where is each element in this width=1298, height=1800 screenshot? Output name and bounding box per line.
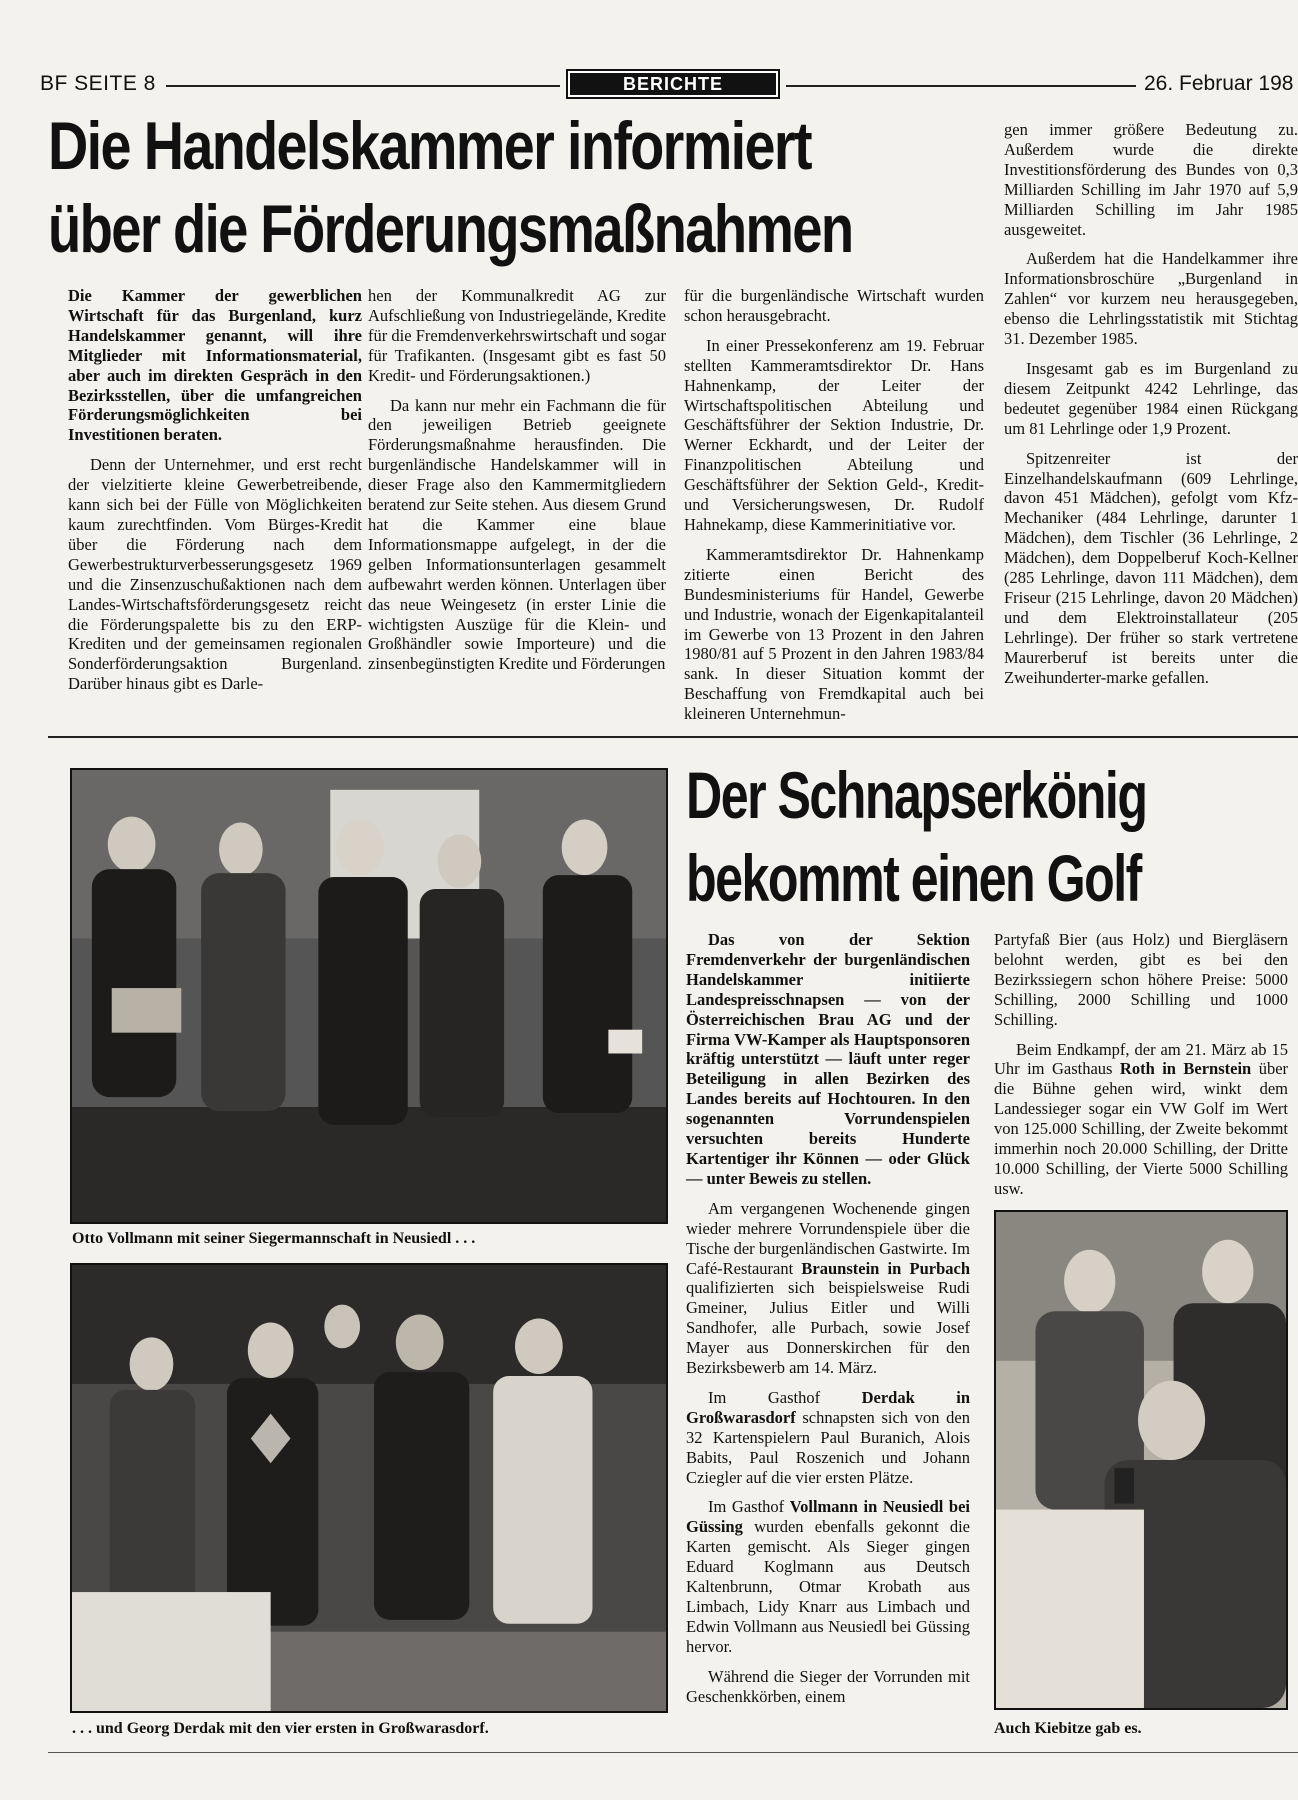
photo-winners-grosswarasdorf: [70, 1263, 668, 1713]
article1-paragraph: für die burgenländische Wirtschaft wurden schon herausgebracht.: [684, 286, 984, 325]
article2-headline-line1: Der Schnapserkönig: [686, 758, 1147, 832]
article1-column-4: [1004, 120, 1298, 697]
section-label-box: [566, 69, 780, 99]
article2-headline-line2: bekommt einen Golf: [686, 841, 1141, 915]
article1-lead: Die Kammer der gewerblichen Wirtschaft für das Burgenland, kurz Handelskammer genannt, will ihre Mitglieder mit Informationsmaterial, aber auch im direkten Gespräch in den Bezirksstellen, über die umfangreichen Förderungsmöglichkeiten bei Investitionen beraten.: [68, 286, 362, 445]
header-rule-left: [166, 85, 560, 87]
article2-paragraph-text: wurden ebenfalls gekonnt die Karten gemischt. Als Sieger gingen Eduard Koglmann aus Deutsch Kaltenbrunn, Otmar Krobath aus Limbach, Lidy Knarr aus Limbach und Edwin Vollmann aus Neusiedl bei Güssing hervor.: [686, 1517, 971, 1656]
article1-paragraph: Kammeramtsdirektor Dr. Hahnenkamp zitierte einen Bericht des Bundesministeriums für Handel, Gewerbe und Industrie, wonach der Eigenkapitalanteil im Gewerbe von 13 Prozent in den Jahren 1980/81 auf 5 Prozent in den Jahren 1983/84 sank. In dieser Situation kommt der Beschaffung von Fremdkapital auch bei kleineren Unternehmun-: [684, 544, 984, 724]
article1-paragraph: Denn der Unternehmer, und erst recht der vielzitierte kleine Gewerbetreibende, kann sich bei der Fülle von Möglichkeiten kaum zurechtfinden. Vom Bürges-Kredit über die Förderung nach dem Gewerbestrukturverbesserungsgesetz 1969 und die Zinsenzuschußaktionen nach dem Landes-Wirtschaftsförderungsgesetz reicht die Förderungspalette bis zu den ERP-Krediten und der gemeinsamen regionalen Sonderförderungsaktion Burgenland. Darüber hinaus gibt es Darle-: [68, 455, 362, 694]
article2-lead: Das von der Sektion Fremdenverkehr der burgenländischen Handelskammer initiierte Landespreisschnapsen — von der Österreichischen Brau AG und der Firma VW-Kamper als Hauptsponsoren kräftig unterstützt — läuft unter reger Beteiligung in allen Bezirken des Landes bereits auf Hochtouren. In den sogenannten Vorrundenspielen versuchten bereits Hunderte Kartentiger ihr Können — oder Glück — unter Beweis zu stellen.: [686, 930, 970, 1188]
article1-paragraph: In einer Pressekonferenz am 19. Februar stellten Kammeramtsdirektor Dr. Hans Hahnenkamp, der Leiter der Wirtschaftspolitischen Abteilung und Geschäftsführer der Sektion Industrie, Dr. Werner Eckhardt, und der Leiter der Finanzpolitischen Abteilung und Geschäftsführer der Sektion Geld-, Kredit- und Versicherungswesen, Dr. Rudolf Hahnekamp, diese Kammerinitiative vor.: [684, 335, 984, 534]
section-label: BERICHTE: [570, 73, 776, 95]
photo-winners-neusiedl: [70, 768, 668, 1224]
page-number: BF SEITE 8: [40, 72, 156, 95]
article2-venue-purbach: Braunstein in Purbach: [801, 1258, 971, 1278]
article2-paragraph-text: Im Gasthof: [708, 1497, 785, 1517]
article1-headline-line2: über die Förderungsmaßnahmen: [48, 191, 853, 267]
article2-paragraph-text: qualifizierten sich beispielsweise Rudi Gmeiner, Julius Eitler und Willi Sandhofer, alle Purbach, sowie Josef Mayer aus Donnerskirchen für den Bezirksbewerb am 14. März.: [686, 1278, 970, 1378]
photo3-caption: Auch Kiebitze gab es.: [994, 1720, 1142, 1737]
article2-venue-grosswarasdorf: Derdak in Großwarasdorf: [686, 1387, 970, 1427]
photo1-caption: Otto Vollmann mit seiner Siegermannschaft in Neusiedl . . .: [72, 1230, 476, 1247]
photo2-caption: . . . und Georg Derdak mit den vier ersten in Großwarasdorf.: [72, 1720, 489, 1737]
article1-paragraph: Außerdem hat die Handelkammer ihre Informationsbroschüre „Burgenland in Zahlen“ vor kurzem neu herausgegeben, ebenso die Lehrlingsstatistik mit Stichtag 31. Dezember 1985.: [1004, 249, 1298, 349]
article1-column-1: [68, 286, 362, 704]
photo-kiebitze: [994, 1210, 1288, 1710]
page-bottom-rule: [48, 1752, 1298, 1753]
article2-paragraph-text: Im Gasthof: [708, 1387, 821, 1407]
section-divider: [48, 736, 1298, 738]
photo-winners-grosswarasdorf-image: [72, 1265, 666, 1711]
article2-paragraph-text: über die Bühne gehen wird, winkt dem Landessieger sogar ein VW Golf im Wert von 125.000 Schilling, der Zweite bekommt immerhin noch 20.000 Schilling, der Dritte 10.000 Schilling, der Vierte 5000 Schilling usw.: [994, 1059, 1289, 1198]
article1-paragraph: Spitzenreiter ist der Einzelhandelskaufmann (609 Lehrlinge, davon 451 Mädchen), gefolgt vom Kfz-Mechaniker (484 Lehrlinge, darunter 1 Mädchen), dem Tischler (36 Lehrlinge, 2 Mädchen), dem Doppelberuf Koch-Kellner (285 Lehrlinge, davon 111 Mädchen), dem Friseur (215 Lehrlinge, davon 20 Mädchen) und dem Elektroinstallateur (205 Lehrlinge). Der früher so stark vertretene Maurerberuf ist bereits unter die Zweihunderter-marke gefallen.: [1004, 448, 1298, 687]
article2-venue-bernstein: Roth in Bernstein: [1119, 1059, 1252, 1079]
article1-paragraph: hen der Kommunalkredit AG zur Aufschließung von Industriegelände, Kredite für die Fremdenverkehrswirtschaft und sogar für Trafikanten. (Insgesamt gibt es fast 50 Kredit- und Förderungsaktionen.): [368, 286, 666, 385]
article1-paragraph: Insgesamt gab es im Burgenland zu diesem Zeitpunkt 4242 Lehrlinge, das bedeutet gegenüber 1984 einen Rückgang um 81 Lehrlinge oder 1,9 Prozent.: [1004, 358, 1298, 438]
article1-headline-line1: Die Handelskammer informiert: [48, 108, 811, 184]
article2-paragraph-text: Am vergangenen Wochenende gingen wieder mehrere Vorrundenspiele über die Tische der burgenländischen Gastwirte. Im Café-Restaurant: [686, 1198, 970, 1278]
article2-paragraph: [686, 1497, 970, 1656]
article2-paragraph: [994, 1040, 1288, 1199]
article2-paragraph: [686, 1388, 970, 1488]
header-rule-right: [786, 85, 1136, 87]
article2-venue-neusiedl: Vollmann in Neusiedl bei Güssing: [686, 1497, 970, 1537]
issue-date: 26. Februar 198: [1144, 72, 1294, 95]
article2-paragraph: Partyfaß Bier (aus Holz) und Biergläsern belohnt werden, gibt es bei den Bezirkssiegern schon höhere Preise: 5000 Schilling, 2000 Schilling und 1000 Schilling.: [994, 930, 1288, 1029]
article1-paragraph: Da kann nur mehr ein Fachmann die für den jeweiligen Betrieb geeignete Förderungsmaßnahme herausfinden. Die burgenländische Handelskammer will in dieser Frage also den Kammermitgliedern beratend zur Seite stehen. Aus diesem Grund hat die Kammer eine blaue Informationsmappe aufgelegt, in der die gelben Informationsunterlagen gesammelt aufbewahrt werden können. Unterlagen über das neue Weingesetz (in erster Linie die wichtigsten Auszüge für die Klein- und Großhändler sowie Importeure) und die zinsenbegünstigten Kredite und Förderungen: [368, 395, 666, 674]
article1-column-3: [684, 286, 984, 734]
article1-paragraph: gen immer größere Bedeutung zu. Außerdem wurde die direkte Investitionsförderung des Bundes von 0,3 Milliarden Schilling im Jahr 1970 auf 5,9 Milliarden Schilling im Jahr 1985 ausgeweitet.: [1004, 120, 1298, 239]
article2-paragraph-text: schnapsten sich von den 32 Kartenspielern Paul Buranich, Alois Babits, Paul Roszenich und Johann Cziegler auf die vier ersten Plätze.: [686, 1407, 970, 1487]
article2-paragraph-text: Beim Endkampf, der am 21. März ab 15 Uhr im Gasthaus: [994, 1039, 1288, 1079]
photo-winners-neusiedl-image: [72, 770, 666, 1222]
photo-kiebitze-image: [996, 1212, 1286, 1708]
article1-column-2: [368, 286, 666, 684]
article2-paragraph: Während die Sieger der Vorrunden mit Geschenkkörben, einem: [686, 1666, 970, 1706]
article2-column-1: [686, 930, 970, 1717]
article2-paragraph: [686, 1199, 970, 1378]
article2-column-2: [994, 930, 1288, 1209]
